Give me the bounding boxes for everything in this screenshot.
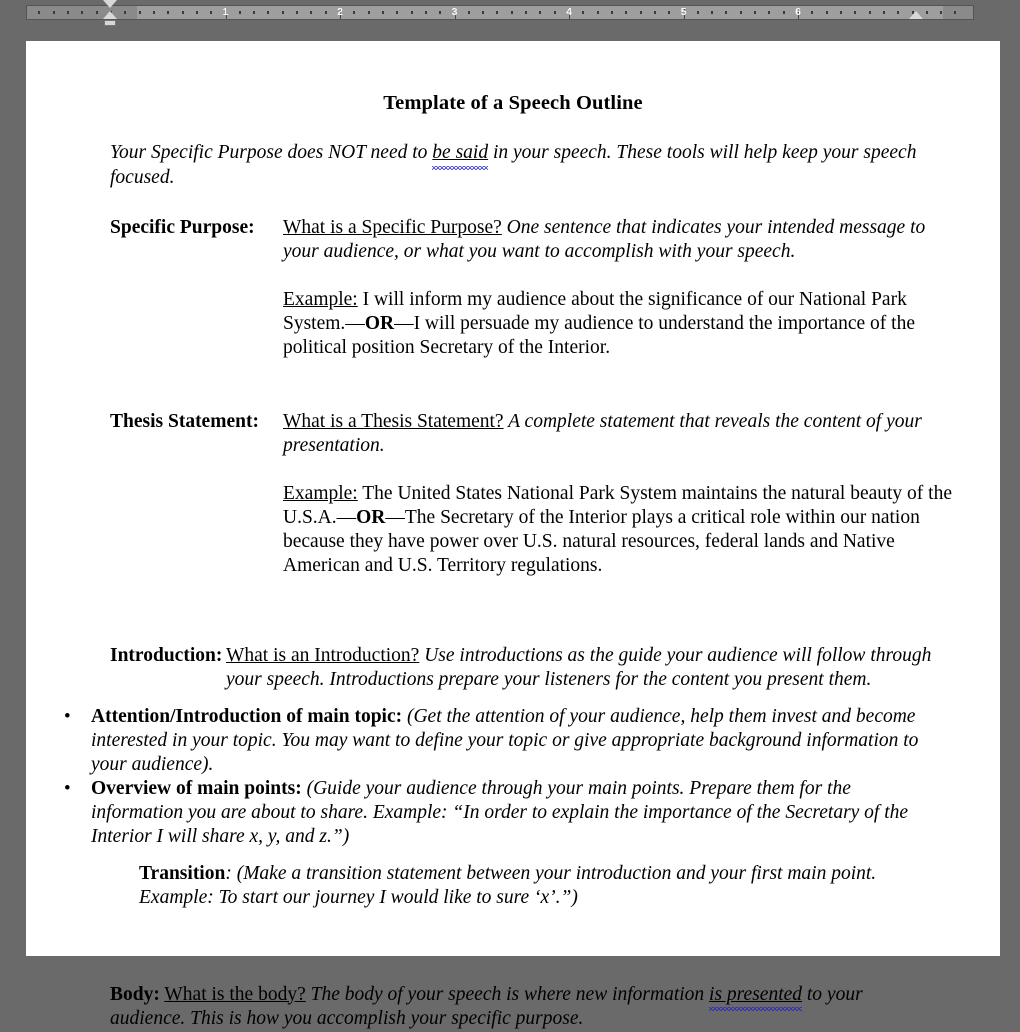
ruler-tick (840, 11, 842, 14)
ruler-tick (411, 11, 413, 14)
ruler-tick (754, 11, 756, 14)
ruler-tick (940, 11, 942, 14)
ruler-tick (854, 11, 856, 14)
section-specific-purpose (26, 216, 1000, 360)
example-text-part2: —The Secretary of the Interior plays a critical role within our nation because they have power over U.S. natural resources, federal lands and Native American and U.S. Territory regulations. (283, 507, 920, 576)
ruler-tick (711, 11, 713, 14)
bullet-icon: • (64, 778, 71, 799)
ruler-tick (368, 11, 370, 14)
bullet-lead-label: Overview of main points: (91, 778, 302, 799)
bullet-icon: • (64, 706, 71, 727)
spacer (26, 950, 1000, 963)
ruler-number-3: 3 (451, 7, 458, 18)
ruler-tick (53, 11, 55, 14)
section-body-introduction (226, 644, 952, 692)
ruler-tick (496, 11, 498, 14)
spacer (26, 910, 1000, 950)
ruler-tick (640, 11, 642, 14)
transition-paragraph (26, 862, 1000, 910)
ruler-tick (525, 11, 527, 14)
hanging-indent-marker[interactable] (103, 11, 117, 19)
definition-question: What is an Introduction? (226, 645, 420, 666)
example-label: Example: (283, 483, 358, 504)
ruler-tick (296, 11, 298, 14)
bullet-lead-label: Attention/Introduction of main topic: (91, 706, 403, 727)
section-thesis-statement (26, 410, 1000, 578)
ruler-tick (353, 11, 355, 14)
section-label-introduction: Introduction: (110, 645, 223, 666)
intro-paragraph (26, 115, 1000, 190)
transition-label: Transition (139, 863, 226, 884)
section-body-specific-purpose (283, 216, 952, 360)
horizontal-ruler[interactable] (26, 5, 974, 20)
ruler-tick (196, 11, 198, 14)
introduction-bullet-list (26, 705, 1000, 849)
ruler-tick (67, 11, 69, 14)
definition-paragraph (283, 216, 952, 264)
bullet-text: (Get the attention of your audience, help them invest and become interested in your topic. You may want to define your topic or give appropriate background information to your audience). (91, 706, 919, 775)
example-paragraph (283, 482, 952, 578)
definition-text: One sentence that indicates your intended message to your audience, or what you want to accomplish with your speech. (283, 217, 926, 262)
transition-text: : (Make a transition statement between your introduction and your first main point. Example: To start our journey I would like to sure ‘x’.”) (139, 863, 877, 908)
ruler-tick (954, 11, 956, 14)
page-title: Template of a Speech Outline (383, 92, 643, 114)
ruler-number-1: 1 (222, 7, 229, 18)
section-body-thesis-statement (283, 410, 952, 578)
example-text-part1: I will inform my audience about the significance of our National Park System.— (283, 289, 907, 334)
ruler-tick (539, 11, 541, 14)
definition-paragraph (283, 410, 952, 458)
ruler-tick (597, 11, 599, 14)
ruler-tick (725, 11, 727, 14)
bullet-text: (Guide your audience through your main points. Prepare them for the information you are about to share. Example: “In order to explain the importance of the Secretary of the Interior I will share x, y, and z.”) (91, 778, 909, 847)
spacer (26, 618, 1000, 644)
intro-text-before: Your Specific Purpose does NOT need to (110, 142, 433, 163)
definition-question: What is a Specific Purpose? (283, 217, 502, 238)
ruler-tick (654, 11, 656, 14)
ruler-tick (740, 11, 742, 14)
spacer (26, 849, 1000, 862)
ruler-tick (811, 11, 813, 14)
ruler-tick (396, 11, 398, 14)
spacer (26, 578, 1000, 618)
section-body-heading (26, 983, 1000, 1032)
ruler-tick (768, 11, 770, 14)
spellcheck-phrase-be-said: be said (432, 141, 488, 166)
definition-text: Use introductions as the guide your audience will follow through your speech. Introductions prepare your listeners for the content you present them. (226, 645, 932, 690)
ruler-tick (425, 11, 427, 14)
ruler-tick (668, 11, 670, 14)
ruler-tick (511, 11, 513, 14)
ruler-tick (826, 11, 828, 14)
list-item (26, 777, 1000, 849)
example-or-emphasis: OR (364, 313, 395, 334)
document-body (26, 41, 1000, 1032)
definition-text: A complete statement that reveals the content of your presentation. (283, 411, 922, 456)
ruler-number-2: 2 (337, 7, 343, 18)
ruler-tick (81, 11, 83, 14)
intro-text-after: in your speech. These tools will help keep your speech focused. (110, 142, 917, 188)
ruler-tick (611, 11, 613, 14)
ruler-tick (625, 11, 627, 14)
ruler-tick (124, 11, 126, 14)
spacer (26, 692, 1000, 705)
section-introduction (26, 644, 1000, 692)
ruler-tick (310, 11, 312, 14)
example-text-part1: The United States National Park System maintains the natural beauty of the U.S.A.— (283, 483, 952, 528)
ruler-tick (210, 11, 212, 14)
ruler-tick (282, 11, 284, 14)
ruler-bar[interactable] (0, 0, 1020, 26)
ruler-tick (253, 11, 255, 14)
list-item (26, 705, 1000, 777)
ruler-tick (869, 11, 871, 14)
section-label-specific-purpose: Specific Purpose: (110, 217, 255, 238)
ruler-tick (439, 11, 441, 14)
ruler-tick (38, 11, 40, 14)
ruler-tick (153, 11, 155, 14)
example-paragraph (283, 288, 952, 360)
ruler-tick (883, 11, 885, 14)
ruler-tick (382, 11, 384, 14)
ruler-tick (167, 11, 169, 14)
definition-question: What is the body? (164, 983, 306, 1005)
ruler-number-5: 5 (680, 7, 687, 18)
ruler-tick (482, 11, 484, 14)
spellcheck-phrase-is-presented: is presented (709, 983, 802, 1008)
left-indent-marker[interactable] (104, 20, 116, 26)
ruler-tick (139, 11, 141, 14)
ruler-tick (182, 11, 184, 14)
section-label-body: Body: (110, 983, 160, 1005)
ruler-tick (267, 11, 269, 14)
body-text-part1: The body of your speech is where new information (305, 983, 710, 1005)
ruler-tick (325, 11, 327, 14)
example-text-part2: —I will persuade my audience to understand the importance of the political position Secretary of the Interior. (283, 313, 915, 358)
ruler-tick (554, 11, 556, 14)
right-indent-marker[interactable] (909, 11, 923, 19)
ruler-number-6: 6 (795, 7, 801, 18)
spacer (26, 190, 1000, 216)
spacer (26, 360, 1000, 410)
first-line-indent-marker[interactable] (103, 0, 117, 8)
example-label: Example: (283, 289, 358, 310)
definition-question: What is a Thesis Statement? (283, 411, 504, 432)
document-page[interactable] (26, 41, 1000, 1029)
ruler-tick (697, 11, 699, 14)
example-or-emphasis: OR (356, 507, 386, 528)
ruler-tick (468, 11, 470, 14)
ruler-number-4: 4 (566, 7, 572, 18)
body-text-part2: to your audience. This is how you accomplish your specific purpose. (110, 983, 863, 1029)
ruler-tick (239, 11, 241, 14)
ruler-tick (897, 11, 899, 14)
ruler-tick (926, 11, 928, 14)
definition-paragraph (226, 644, 952, 692)
ruler-tick (783, 11, 785, 14)
section-label-thesis-statement: Thesis Statement: (110, 411, 259, 432)
ruler-tick (96, 11, 98, 14)
ruler-tick (582, 11, 584, 14)
